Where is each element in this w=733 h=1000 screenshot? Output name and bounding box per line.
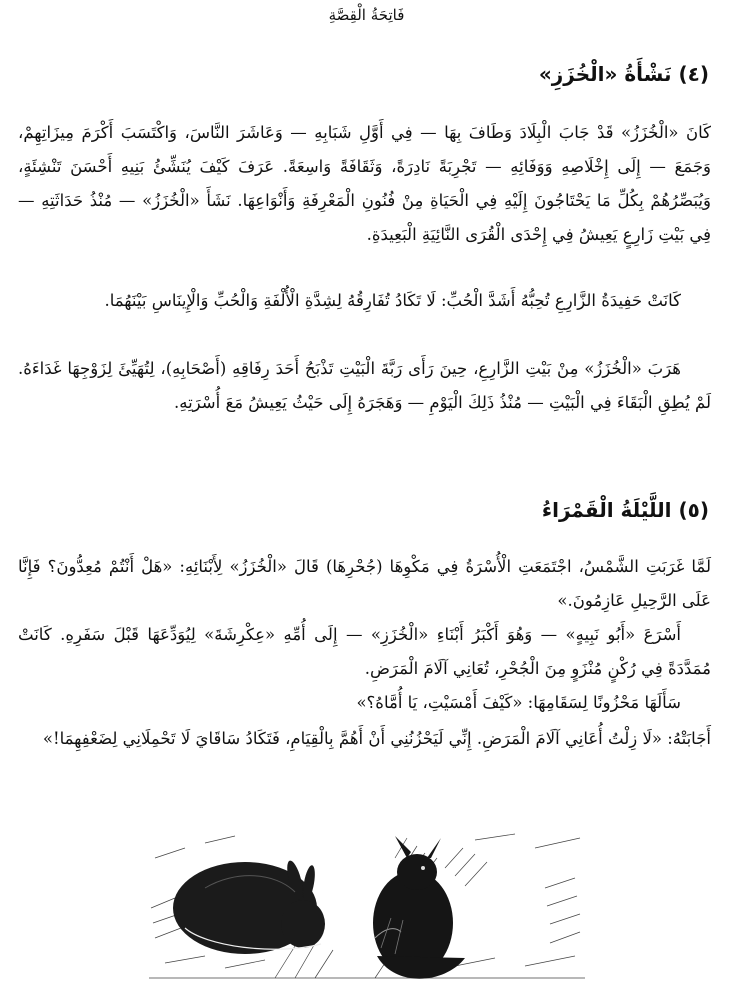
section-4-heading: (٤) نَشْأَةُ «الْخُزَزِ»: [538, 62, 709, 86]
section-4-paragraph-1: كَانَ «الْخُزَزُ» قَدْ جَابَ الْبِلَادَ وَطَافَ بِهَا — فِي أَوَّلِ شَبَابِهِ — وَعَاشَرَ النَّاسَ، وَاكْتَسَبَ أَكْرَمَ مِيزَاتِهِمْ، وَجَمَعَ — إِلَى إِخْلَاصِهِ وَوَفَائِهِ — تَجْرِبَةً نَادِرَةً، وَثَقَافَةً وَاسِعَةً. عَرَفَ كَيْفَ يُنَشِّئُ بَنِيهِ أَحْسَنَ تَنْشِئَةٍ، وَيُبَصِّرُهُمْ بِكُلِّ مَا يَحْتَاجُونَ إِلَيْهِ فِي الْحَيَاةِ مِنْ فُنُونِ الْمَعْرِفَةِ وَأَنْوَاعِهَا. نَشَأَ «الْخُزَزُ» — مُنْذُ حَدَاثَتِهِ — فِي بَيْتِ زَارِعٍ يَعِيشُ فِي إِحْدَى الْقُرَى النَّائِيَةِ الْبَعِيدَةِ.: [18, 123, 711, 244]
section-4-paragraph-2: كَانَتْ حَفِيدَةُ الزَّارِعِ تُحِبُّهُ أَشَدَّ الْحُبِّ: لَا تَكَادُ تُفَارِقُهُ لِشِدَّةِ الْأُلْفَةِ وَالْحُبِّ وَالْإِينَاسِ بَيْنَهُمَا.: [104, 291, 681, 310]
section-5-paragraph-3: سَأَلَهَا مَحْزُونًا لِسَقَامِهَا: «كَيْفَ أَمْسَيْتِ، يَا أُمَّاهُ؟»: [356, 693, 681, 712]
section-5-paragraph-1: لَمَّا غَرَبَتِ الشَّمْسُ، اجْتَمَعَتِ الْأُسْرَةُ فِي مَكْوِهَا (جُحْرِهَا) قَالَ «الْخُزَزُ» لِأَبْنَائِهِ: «هَلْ أَنْتُمْ مُعِدُّونَ؟ فَإِنَّا عَلَى الرَّحِيلِ عَازِمُونَ.»: [18, 557, 711, 610]
running-head: فَاتِحَةُ الْقِصَّةِ: [328, 6, 405, 24]
rabbits-engraving-icon: [145, 828, 590, 988]
section-5-paragraph-4: أَجَابَتْهُ: «لَا زِلْتُ أُعَانِي آلَامَ الْمَرَضِ. إِنِّي لَيَحْزُنُنِي أَنْ أَهُمَّ بِالْقِيَامِ، فَتَكَادُ سَاقَايَ لَا تَحْمِلَانِي لِضَعْفِهِمَا!»: [42, 729, 711, 748]
section-4-paragraph-3: هَرَبَ «الْخُزَزُ» مِنْ بَيْتِ الزَّارِعِ، حِينَ رَأَى رَبَّةَ الْبَيْتِ تَذْبَحُ أَحَدَ رِفَاقِهِ (أَصْحَابِهِ)، لِتُهَيِّئَ لِزَوْجِهَا غَدَاءَهُ. لَمْ يُطِقِ الْبَقَاءَ فِي الْبَيْتِ — مُنْذُ ذَلِكَ الْيَوْمِ — وَهَجَرَهُ إِلَى حَيْثُ يَعِيشُ مَعَ أُسْرَتِهِ.: [18, 359, 711, 412]
section-5-paragraph-2: أَسْرَعَ «أَبُو نَبِيهٍ» — وَهُوَ أَكْبَرُ أَبْنَاءِ «الْخُزَزِ» — إِلَى أُمِّهِ «عِكْرِشَةَ» لِيُوَدِّعَهَا قَبْلَ سَفَرِهِ. كَانَتْ مُمَدَّدَةً فِي رُكْنٍ مُنْزَوٍ مِنَ الْجُحْرِ، تُعَانِي آلَامَ الْمَرَضِ.: [18, 625, 711, 678]
section-5-heading: (٥) اللَّيْلَةُ الْقَمْرَاءُ: [541, 498, 709, 522]
